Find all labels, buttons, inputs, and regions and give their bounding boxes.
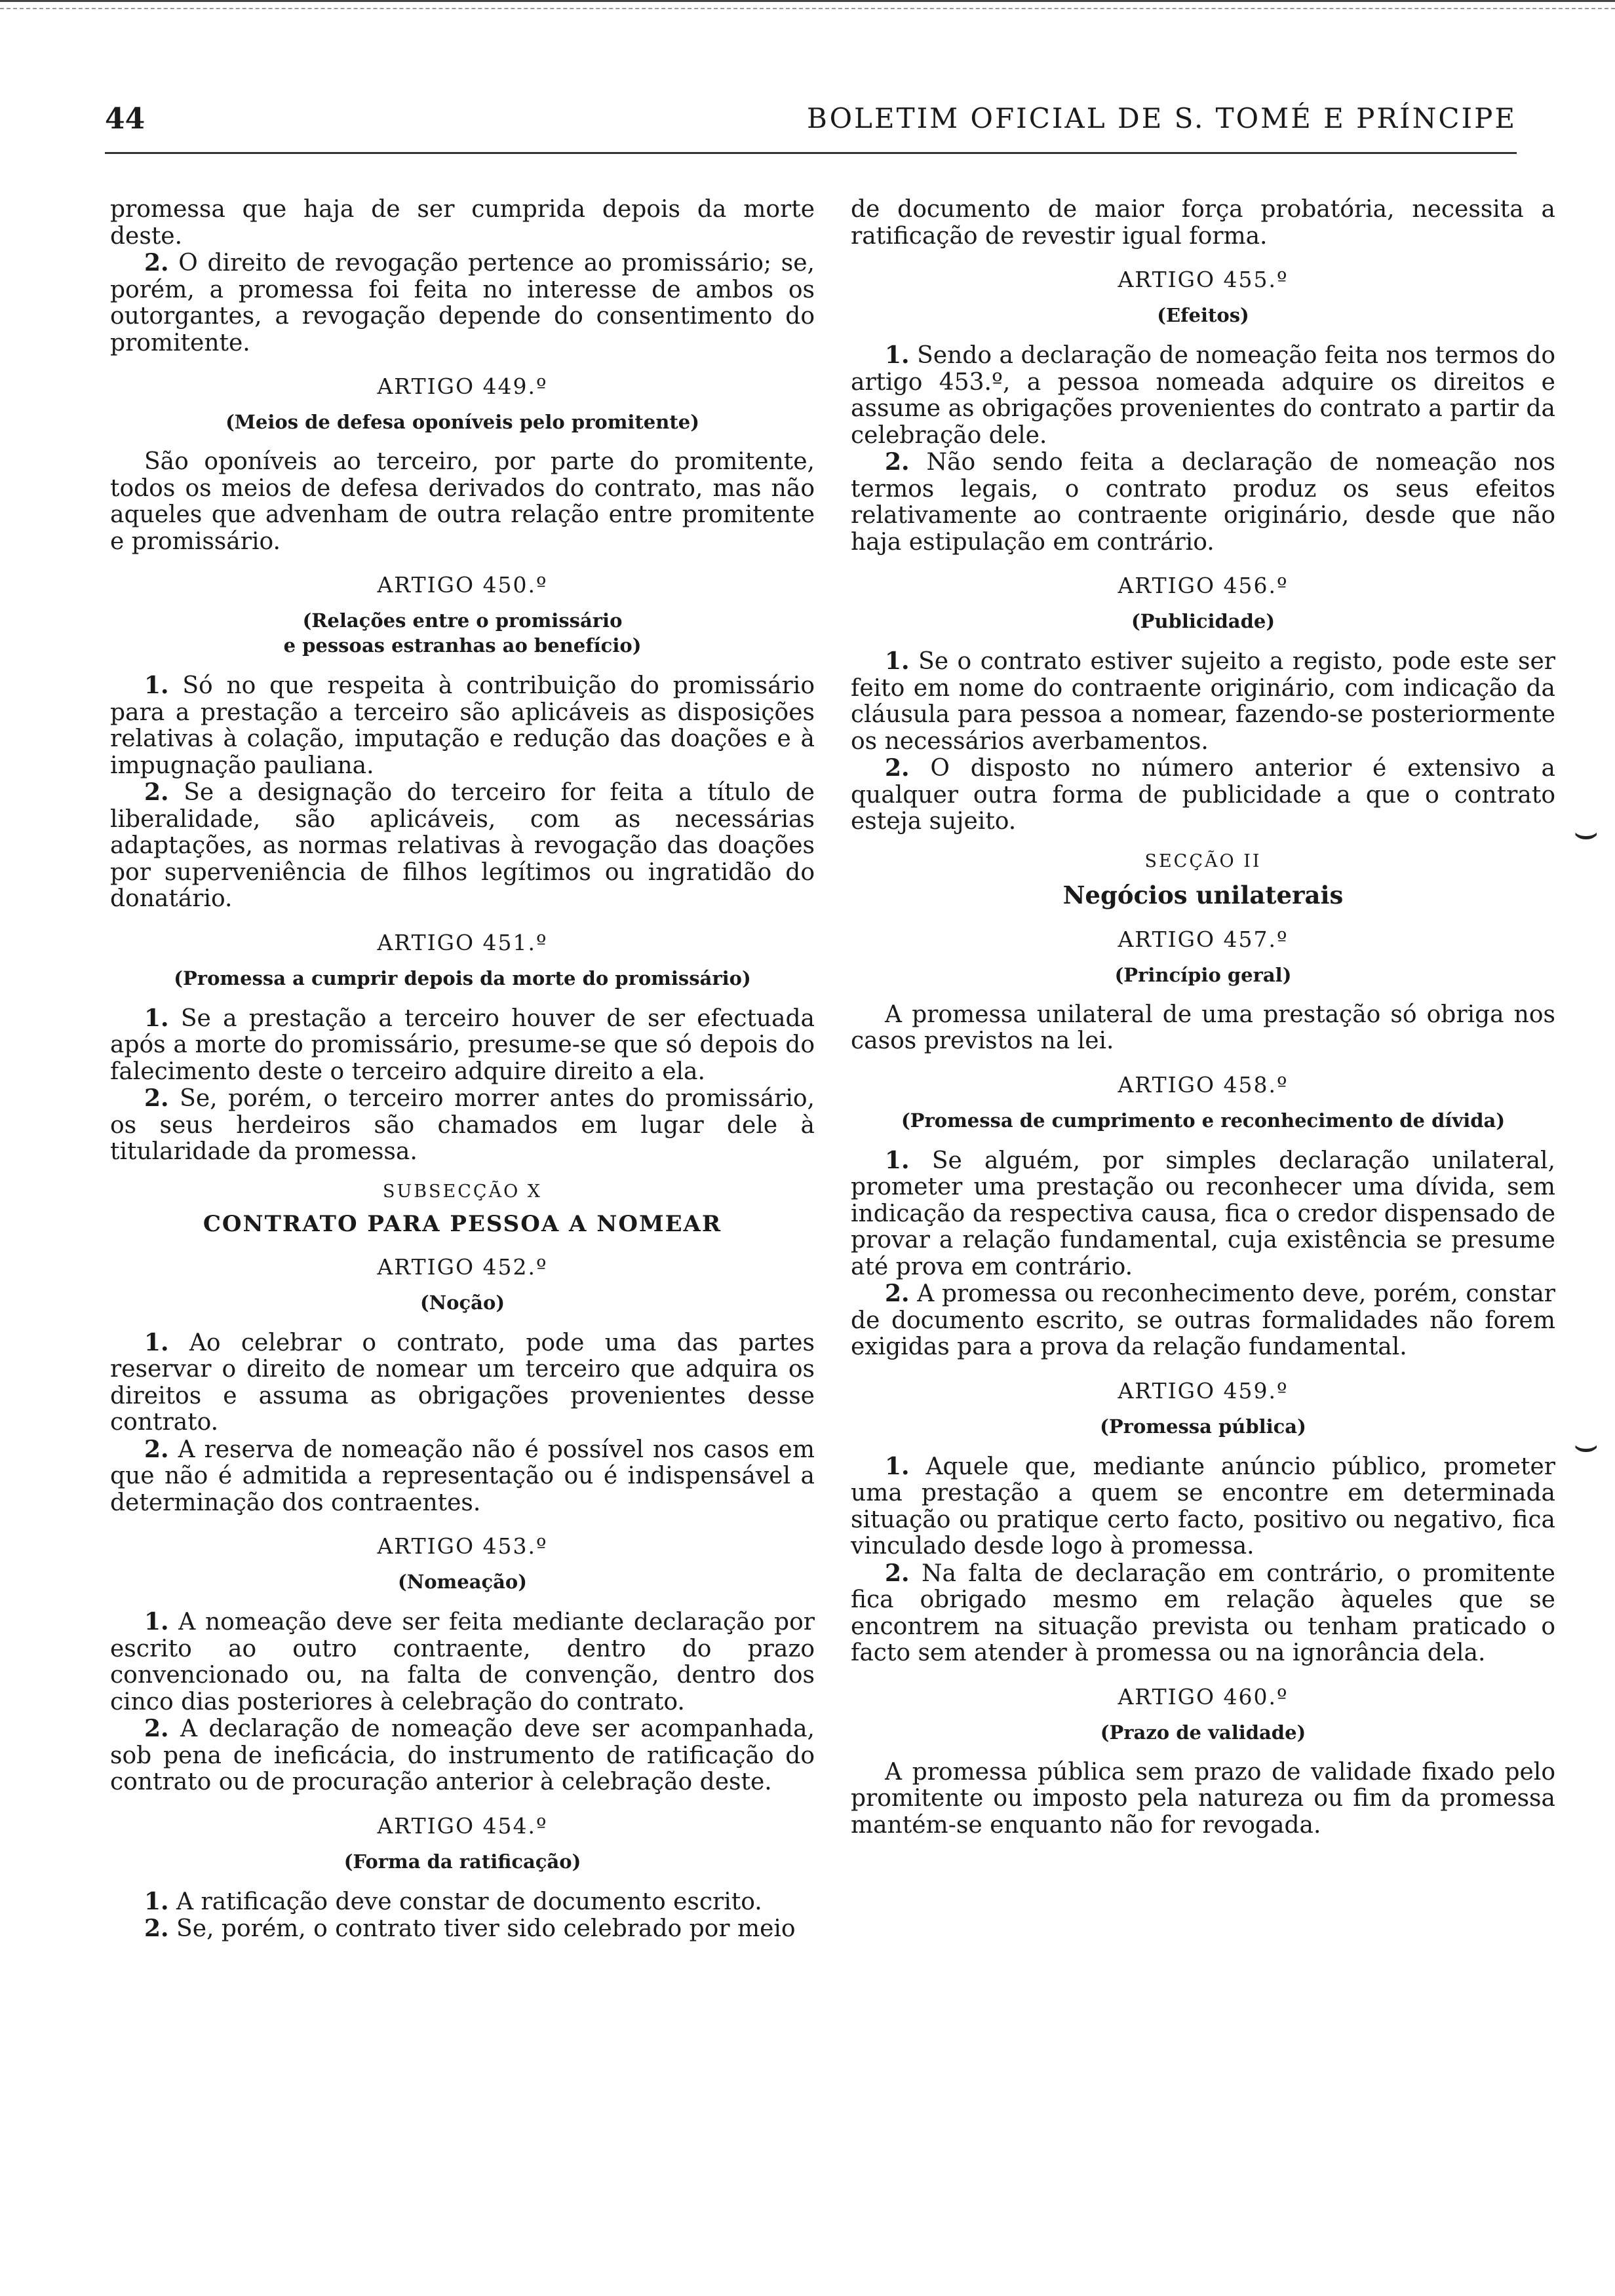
article-455-heading: ARTIGO 455.º xyxy=(1118,267,1289,292)
article-450-heading: ARTIGO 450.º xyxy=(377,572,548,598)
paragraph-number: 2. xyxy=(144,1915,169,1942)
paragraph-number: 1. xyxy=(144,1608,169,1636)
article-460-title: (Prazo de validade) xyxy=(1100,1721,1306,1744)
article-458-title: (Promessa de cumprimento e reconhecimento de dívida) xyxy=(901,1109,1506,1132)
paragraph-454-2 xyxy=(110,1915,815,1943)
article-452-heading: ARTIGO 452.º xyxy=(377,1253,548,1280)
paragraph-450-1 xyxy=(110,672,815,779)
paragraph-text: A declaração de nomeação deve ser acompanhada, sob pena de ineficácia, do instrumento de ratificação do contrato ou de procuração anterior à celebração deste. xyxy=(110,1715,815,1795)
article-451-heading: ARTIGO 451.º xyxy=(377,929,548,955)
article-453-title: (Nomeação) xyxy=(397,1571,527,1593)
paragraph-number: 1. xyxy=(144,1004,169,1032)
publication-title: BOLETIM OFICIAL DE S. TOMÉ E PRÍNCIPE xyxy=(806,102,1517,134)
paragraph-text: Se, porém, o contrato tiver sido celebrado por meio xyxy=(176,1915,796,1942)
paragraph-451-1 xyxy=(110,1005,815,1086)
paragraph-455-2 xyxy=(851,449,1555,556)
left-column xyxy=(110,197,815,1943)
paragraph-number: 2. xyxy=(144,1084,169,1112)
subsection-label: SUBSECÇÃO X xyxy=(382,1181,543,1202)
article-454-title: (Forma da ratificação) xyxy=(343,1850,581,1873)
paragraph-455-1 xyxy=(851,342,1555,449)
paragraph-454-1 xyxy=(110,1888,815,1916)
paragraph-text: Aquele que, mediante anúncio público, prometer uma prestação a quem se encontre em determinada situação ou pratique certo facto, positivo ou negativo, fica vinculado desde logo à promessa. xyxy=(851,1453,1555,1559)
paragraph-number: 1. xyxy=(885,1146,910,1174)
paragraph-number: 2. xyxy=(144,778,169,806)
paragraph-number: 1. xyxy=(144,672,169,699)
paragraph-450-2 xyxy=(110,779,815,913)
paragraph-text: Sendo a declaração de nomeação feita nos termos do artigo 453.º, a pessoa nomeada adquire os direitos e assume as obrigações provenientes do contrato a partir da celebração dele. xyxy=(851,342,1555,449)
article-460-text: A promessa pública sem prazo de validade fixado pelo promitente ou imposto pela natureza ou fim da promessa mantém-se enquanto não for revogada. xyxy=(851,1758,1555,1839)
article-457-text: A promessa unilateral de uma prestação só obriga nos casos previstos na lei. xyxy=(851,1001,1555,1054)
paragraph-number: 1. xyxy=(144,1887,169,1915)
paragraph-number: 1. xyxy=(144,1328,169,1356)
paragraph-text: Na falta de declaração em contrário, o promitente fica obrigado mesmo em relação àqueles que se encontrem na situação prevista ou tenham praticado o facto sem atender à promessa ou na ignorância dela. xyxy=(851,1559,1555,1666)
article-456-title: (Publicidade) xyxy=(1131,610,1275,632)
paragraph-text: O direito de revogação pertence ao promissário; se, porém, a promessa foi feita no interesse de ambos os outorgantes, a revogação depende do consentimento do promitente. xyxy=(110,250,815,356)
paragraph-text: A nomeação deve ser feita mediante declaração por escrito ao outro contraente, dentro do prazo convencionado ou, na falta de convenção, dentro dos cinco dias posteriores à celebração do contrato. xyxy=(110,1609,815,1715)
article-453-heading: ARTIGO 453.º xyxy=(377,1533,548,1559)
article-450-title-line-2: e pessoas estranhas ao benefício) xyxy=(283,634,642,657)
paragraph-text: Se alguém, por simples declaração unilateral, prometer uma prestação ou reconhecer uma dívida, sem indicação da respectiva causa, fica o credor dispensado de provar a relação fundamental, cuja existência se presume até prova em contrário. xyxy=(851,1147,1556,1280)
margin-check-mark: ⌣ xyxy=(1573,1422,1599,1468)
article-454-heading: ARTIGO 454.º xyxy=(377,1812,548,1839)
paragraph-448-2 xyxy=(110,250,815,356)
margin-check-mark: ⌣ xyxy=(1573,809,1599,855)
header-rule xyxy=(105,152,1517,154)
article-449-title: (Meios de defesa oponíveis pelo promitente) xyxy=(225,411,699,433)
section-label: SECÇÃO II xyxy=(1144,851,1262,871)
article-460-heading: ARTIGO 460.º xyxy=(1118,1683,1289,1710)
paragraph-number: 2. xyxy=(885,1280,910,1307)
article-459-title: (Promessa pública) xyxy=(1100,1415,1306,1438)
paragraph-number: 2. xyxy=(144,1715,169,1742)
paragraph-453-1 xyxy=(110,1609,815,1715)
article-451-title: (Promessa a cumprir depois da morte do promissário) xyxy=(174,966,751,989)
right-column xyxy=(851,197,1555,1839)
paragraph-456-2 xyxy=(851,755,1555,835)
paragraph-451-2 xyxy=(110,1085,815,1166)
paragraph-text: Se a prestação a terceiro houver de ser efectuada após a morte do promissário, presume-se que só depois do falecimento deste o terceiro adquire direito a ela. xyxy=(110,1004,815,1085)
article-457-heading: ARTIGO 457.º xyxy=(1118,926,1289,952)
article-450-title-line-1: (Relações entre o promissário xyxy=(302,609,623,632)
paragraph-453-2 xyxy=(110,1715,815,1796)
article-456-heading: ARTIGO 456.º xyxy=(1118,573,1289,598)
paragraph-text: A promessa ou reconhecimento deve, porém, constar de documento escrito, se outras formalidades não forem exigidas para a prova da relação fundamental. xyxy=(851,1280,1555,1360)
paragraph-text: Não sendo feita a declaração de nomeação nos termos legais, o contrato produz os seus efeitos relativamente ao contraente originário, desde que não haja estipulação em contrário. xyxy=(851,449,1555,556)
paragraph-text: Se o contrato estiver sujeito a registo, pode este ser feito em nome do contraente originário, com indicação da cláusula para pessoa a nomear, fazendo-se posteriormente os necessários averbamentos. xyxy=(851,648,1555,755)
paragraph-text: A ratificação deve constar de documento escrito. xyxy=(176,1888,762,1915)
paragraph-459-2 xyxy=(851,1560,1555,1667)
paragraph-text: Se, porém, o terceiro morrer antes do promissário, os seus herdeiros são chamados em lugar dele à titularidade da promessa. xyxy=(110,1085,815,1165)
paragraph-number: 1. xyxy=(885,1452,910,1480)
paragraph-text: O disposto no número anterior é extensivo a qualquer outra forma de publicidade a que o contrato esteja sujeito. xyxy=(851,755,1555,835)
article-457-title: (Princípio geral) xyxy=(1114,963,1292,986)
page-number: 44 xyxy=(105,102,146,136)
paragraph-text: Só no que respeita à contribuição do promissário para a prestação a terceiro são aplicáveis as disposições relativas à colação, imputação e redução das doações e à impugnação pauliana. xyxy=(110,672,815,779)
paragraph-number: 2. xyxy=(885,448,910,476)
paragraph-458-1 xyxy=(851,1147,1555,1281)
article-450-title xyxy=(110,608,815,658)
top-border-rule xyxy=(0,0,1615,9)
paragraph-number: 1. xyxy=(885,647,910,675)
paragraph-number: 2. xyxy=(885,754,910,782)
paragraph-452-1 xyxy=(110,1330,815,1436)
paragraph-text: A reserva de nomeação não é possível nos casos em que não é admitida a representação ou é indispensável a determinação dos contraentes. xyxy=(110,1436,815,1516)
continuation-paragraph: promessa que haja de ser cumprida depois da morte deste. xyxy=(110,196,815,250)
article-455-title: (Efeitos) xyxy=(1157,304,1249,326)
section-title: Negócios unilaterais xyxy=(1062,880,1344,909)
paragraph-text: Ao celebrar o contrato, pode uma das partes reservar o direito de nomear um terceiro que adquira os direitos e assuma as obrigações provenientes desse contrato. xyxy=(110,1329,815,1436)
paragraph-459-1 xyxy=(851,1453,1555,1560)
paragraph-456-1 xyxy=(851,648,1555,755)
article-449-heading: ARTIGO 449.º xyxy=(377,373,548,399)
paragraph-number: 2. xyxy=(885,1559,910,1587)
subsection-title: CONTRATO PARA PESSOA A NOMEAR xyxy=(203,1210,722,1237)
continuation-paragraph: de documento de maior força probatória, necessita a ratificação de revestir igual forma. xyxy=(851,196,1555,250)
paragraph-number: 2. xyxy=(144,249,169,277)
article-449-text: São oponíveis ao terceiro, por parte do promitente, todos os meios de defesa derivados do contrato, mas não aqueles que advenham de outra relação entre promitente e promissário. xyxy=(110,448,815,555)
paragraph-458-2 xyxy=(851,1280,1555,1361)
paragraph-452-2 xyxy=(110,1436,815,1517)
article-459-heading: ARTIGO 459.º xyxy=(1118,1377,1289,1404)
paragraph-number: 2. xyxy=(144,1435,169,1463)
article-452-title: (Noção) xyxy=(419,1291,505,1314)
paragraph-number: 1. xyxy=(885,341,910,369)
article-458-heading: ARTIGO 458.º xyxy=(1118,1071,1289,1098)
paragraph-text: Se a designação do terceiro for feita a título de liberalidade, são aplicáveis, com as necessárias adaptações, as normas relativas à revogação das doações por superveniência de filhos legítimos ou ingratidão do donatário. xyxy=(110,779,815,912)
